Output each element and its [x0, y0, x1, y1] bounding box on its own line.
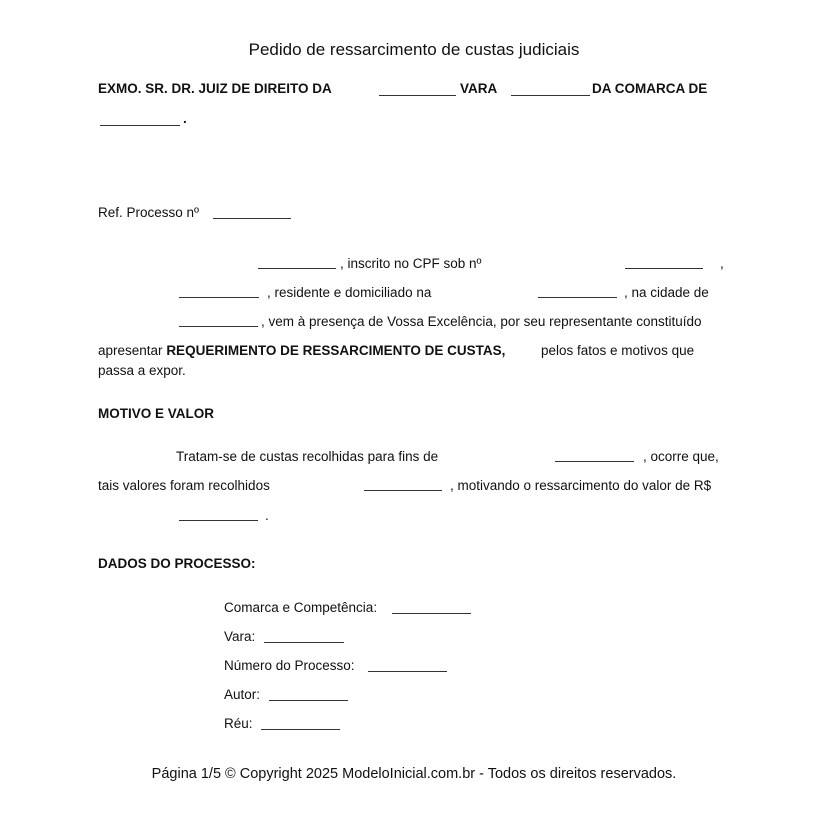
qualification-line1-b: ,	[720, 256, 724, 271]
blank-comarca-competencia[interactable]	[392, 602, 471, 614]
dados-item-autor	[224, 687, 260, 703]
blank-nationality[interactable]	[179, 286, 259, 298]
motivo-line1-a: Tratam-se de custas recolhidas para fins de	[176, 449, 439, 464]
blank-address[interactable]	[538, 286, 617, 298]
dados-label: Vara:	[224, 629, 256, 644]
blank-reason[interactable]	[364, 479, 442, 491]
dados-item-numero	[224, 658, 355, 674]
blank-comarca[interactable]	[100, 114, 180, 126]
blank-numero-processo[interactable]	[368, 660, 447, 672]
blank-cpf[interactable]	[625, 257, 703, 269]
qualification-line4	[98, 343, 505, 359]
dados-label: Autor:	[224, 687, 261, 702]
dados-label: Réu:	[224, 716, 253, 731]
blank-purpose[interactable]	[555, 450, 634, 462]
blank-vara[interactable]	[264, 631, 344, 643]
dados-label: Número do Processo:	[224, 658, 355, 673]
motivo-line2-b: , motivando o ressarcimento do valor de R$	[450, 478, 712, 493]
dados-heading: DADOS DO PROCESSO:	[98, 556, 256, 571]
address-part1: EXMO. SR. DR. JUIZ DE DIREITO DA	[98, 81, 332, 96]
qualification-line3: , vem à presença de Vossa Excelência, por seu representante constituído	[261, 314, 702, 329]
blank-amount[interactable]	[179, 509, 258, 521]
motivo-line3: .	[265, 508, 269, 523]
blank-autor[interactable]	[269, 689, 348, 701]
address-part2: VARA	[460, 81, 498, 96]
blank-vara-number[interactable]	[379, 84, 456, 96]
ref-label: Ref. Processo nº	[98, 205, 199, 220]
dados-item-comarca	[224, 600, 377, 616]
qualification-line2-a: , residente e domiciliado na	[267, 285, 432, 300]
dados-item-reu	[224, 716, 253, 732]
blank-city[interactable]	[179, 315, 258, 327]
page-footer: Página 1/5 © Copyright 2025 ModeloInicial.com.br - Todos os direitos reservados.	[151, 766, 677, 782]
motivo-heading: MOTIVO E VALOR	[98, 406, 215, 421]
request-title: REQUERIMENTO DE RESSARCIMENTO DE CUSTAS,	[166, 343, 506, 358]
blank-ref-processo[interactable]	[213, 207, 291, 219]
motivo-line1-b: , ocorre que,	[643, 449, 719, 464]
address-end: .	[183, 111, 187, 126]
qualification-line4-b: pelos fatos e motivos que	[541, 343, 695, 358]
qualification-line5: passa a expor.	[98, 363, 186, 378]
motivo-line2-a: tais valores foram recolhidos	[98, 478, 270, 493]
blank-name[interactable]	[258, 257, 336, 269]
qualification-line4-a: apresentar	[98, 343, 163, 358]
qualification-line1-a: , inscrito no CPF sob nº	[340, 256, 482, 271]
blank-reu[interactable]	[261, 718, 340, 730]
document-title: Pedido de ressarcimento de custas judiciais	[248, 40, 580, 59]
dados-item-vara	[224, 629, 255, 645]
blank-vara-type[interactable]	[511, 84, 590, 96]
address-part3: DA COMARCA DE	[592, 81, 708, 96]
dados-label: Comarca e Competência:	[224, 600, 378, 615]
qualification-line2-b: , na cidade de	[624, 285, 709, 300]
